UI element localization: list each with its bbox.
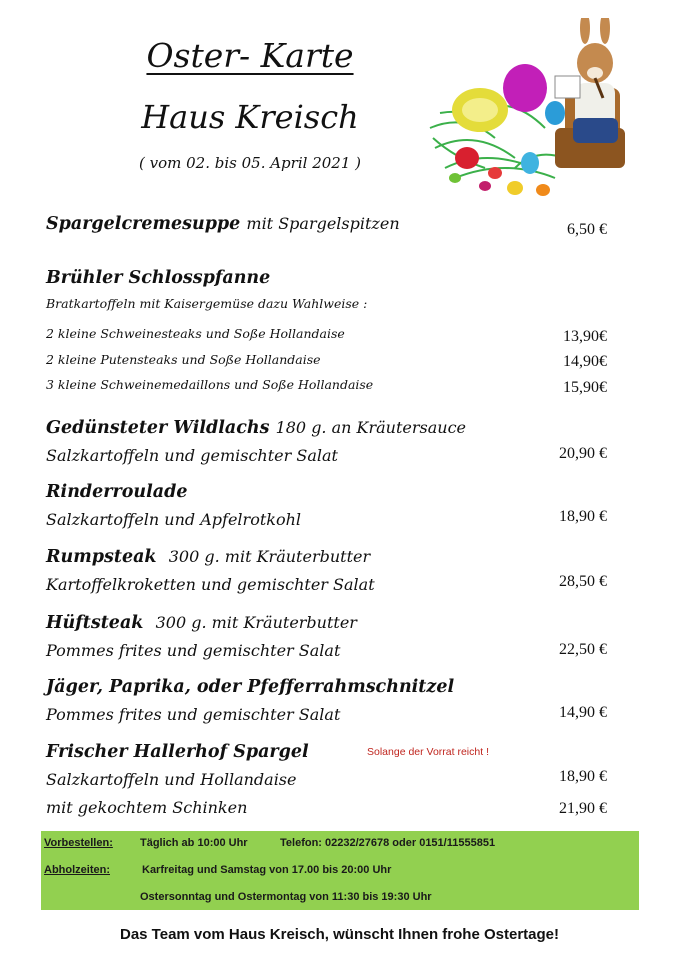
dish-spargelcremesuppe: Spargelcremesuppe mit Spargelspitzen [46,214,400,234]
phone-numbers: Telefon: 02232/27678 oder 0151/11555851 [280,837,496,849]
dish-bruehler-schlosspfanne: Brühler Schlosspfanne [46,268,271,288]
price-rinderroulade: 18,90 € [559,508,607,525]
easter-bunny-with-eggs-icon [425,18,640,208]
availability-notice: Solange der Vorrat reicht ! [367,746,489,758]
dish-description: Salzkartoffeln und Hollandaise [46,770,297,789]
option-putensteaks: 2 kleine Putensteaks und Soße Hollandaise [46,352,321,367]
price-spargel: 18,90 € [559,768,607,785]
dish-description: Bratkartoffeln mit Kaisergemüse dazu Wahlweise : [46,296,368,311]
dish-hueftsteak: Hüftsteak 300 g. mit Kräuterbutter [46,613,357,633]
price-wildlachs: 20,90 € [559,445,607,462]
option-schweinesteaks: 2 kleine Schweinesteaks und Soße Hollandaise [46,326,345,341]
order-hours: Täglich ab 10:00 Uhr [140,837,248,849]
dish-description-ham: mit gekochtem Schinken [46,798,248,817]
dish-hallerhof-spargel: Frischer Hallerhof Spargel [46,742,309,762]
option-schweinemedaillons: 3 kleine Schweinemedaillons und Soße Hollandaise [46,377,374,392]
dish-description: Salzkartoffeln und Apfelrotkohl [46,510,302,529]
dish-schnitzel: Jäger, Paprika, oder Pfefferrahmschnitzel [46,677,455,697]
dish-description: Kartoffelkroketten und gemischter Salat [46,575,375,594]
dish-wildlachs: Gedünsteter Wildlachs 180 g. an Kräutersauce [46,418,467,438]
dish-description: Pommes frites und gemischter Salat [46,641,341,660]
date-range: ( vom 02. bis 05. April 2021 ) [139,154,361,172]
price-spargel-schinken: 21,90 € [559,800,607,817]
dish-description: Salzkartoffeln und gemischter Salat [46,446,338,465]
order-label: Vorbestellen: [44,837,113,849]
closing-greeting: Das Team vom Haus Kreisch, wünscht Ihnen frohe Ostertage! [120,926,559,943]
dish-rumpsteak: Rumpsteak 300 g. mit Kräuterbutter [46,547,371,567]
dish-description: Pommes frites und gemischter Salat [46,705,341,724]
price-rumpsteak: 28,50 € [559,573,607,590]
restaurant-name: Haus Kreisch [141,98,359,136]
pickup-times-fri-sat: Karfreitag und Samstag von 17.00 bis 20:00 Uhr [142,864,392,876]
menu-title: Oster- Karte [146,36,354,75]
price-hueftsteak: 22,50 € [559,641,607,658]
price-schweinesteaks: 13,90€ [563,328,607,345]
price-putensteaks: 14,90€ [563,353,607,370]
pickup-times-sun-mon: Ostersonntag und Ostermontag von 11:30 bis 19:30 Uhr [140,891,432,903]
pickup-label: Abholzeiten: [44,864,110,876]
price-schnitzel: 14,90 € [559,704,607,721]
price-spargelcremesuppe: 6,50 € [567,221,607,238]
dish-rinderroulade: Rinderroulade [46,482,188,502]
price-schweinemedaillons: 15,90€ [563,379,607,396]
